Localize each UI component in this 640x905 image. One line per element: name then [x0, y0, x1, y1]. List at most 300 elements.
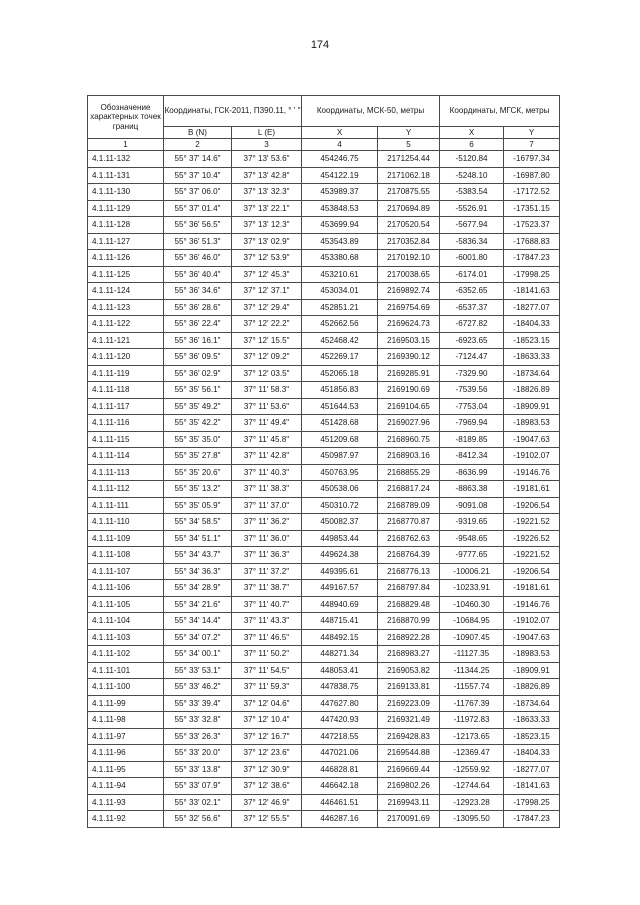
table-row [88, 266, 560, 283]
cell-mgsk-y: -17998.25 [504, 794, 560, 811]
header-msk-coordinates: Координаты, МСК-50, метры [302, 96, 440, 127]
cell-msk-x: 452851.21 [302, 299, 378, 316]
cell-mgsk-y: -19221.52 [504, 547, 560, 564]
cell-msk-y: 2170694.89 [378, 200, 440, 217]
cell-longitude-l: 37° 12' 29.4" [232, 299, 302, 316]
cell-latitude-b: 55° 36' 40.4" [164, 266, 232, 283]
cell-mgsk-y: -19221.52 [504, 514, 560, 531]
cell-point-id: 4.1.11-98 [88, 712, 164, 729]
cell-mgsk-x: -5526.91 [440, 200, 504, 217]
cell-msk-x: 449624.38 [302, 547, 378, 564]
cell-longitude-l: 37° 11' 38.3" [232, 481, 302, 498]
cell-latitude-b: 55° 35' 35.0" [164, 431, 232, 448]
cell-msk-y: 2169223.09 [378, 695, 440, 712]
cell-point-id: 4.1.11-96 [88, 745, 164, 762]
cell-point-id: 4.1.11-102 [88, 646, 164, 663]
cell-msk-x: 453543.89 [302, 233, 378, 250]
cell-mgsk-x: -5677.94 [440, 217, 504, 234]
header-gsk-coordinates: Координаты, ГСК-2011, П390.11, ° ' " [164, 96, 302, 127]
cell-longitude-l: 37° 12' 46.9" [232, 794, 302, 811]
cell-longitude-l: 37° 13' 02.9" [232, 233, 302, 250]
cell-longitude-l: 37° 12' 38.6" [232, 778, 302, 795]
cell-msk-x: 453034.01 [302, 283, 378, 300]
cell-point-id: 4.1.11-93 [88, 794, 164, 811]
cell-latitude-b: 55° 34' 00.1" [164, 646, 232, 663]
cell-msk-y: 2170038.65 [378, 266, 440, 283]
cell-msk-x: 447838.75 [302, 679, 378, 696]
cell-mgsk-y: -19047.63 [504, 431, 560, 448]
cell-latitude-b: 55° 36' 46.0" [164, 250, 232, 267]
cell-mgsk-y: -18141.63 [504, 778, 560, 795]
cell-longitude-l: 37° 11' 50.2" [232, 646, 302, 663]
cell-mgsk-y: -18523.15 [504, 332, 560, 349]
cell-msk-y: 2170091.69 [378, 811, 440, 828]
cell-mgsk-y: -18734.64 [504, 365, 560, 382]
cell-latitude-b: 55° 36' 09.5" [164, 349, 232, 366]
cell-longitude-l: 37° 12' 23.6" [232, 745, 302, 762]
cell-mgsk-y: -18277.07 [504, 299, 560, 316]
cell-mgsk-x: -5120.84 [440, 151, 504, 168]
cell-longitude-l: 37° 11' 36.2" [232, 514, 302, 531]
cell-mgsk-x: -8412.34 [440, 448, 504, 465]
cell-msk-y: 2171254.44 [378, 151, 440, 168]
cell-latitude-b: 55° 33' 20.0" [164, 745, 232, 762]
cell-longitude-l: 37° 12' 03.5" [232, 365, 302, 382]
table-row [88, 250, 560, 267]
cell-mgsk-x: -8189.85 [440, 431, 504, 448]
cell-msk-y: 2169321.49 [378, 712, 440, 729]
cell-latitude-b: 55° 36' 02.9" [164, 365, 232, 382]
table-row [88, 349, 560, 366]
cell-mgsk-x: -11127.35 [440, 646, 504, 663]
cell-msk-x: 450082.37 [302, 514, 378, 531]
cell-msk-x: 454246.75 [302, 151, 378, 168]
cell-mgsk-x: -9091.08 [440, 497, 504, 514]
cell-point-id: 4.1.11-108 [88, 547, 164, 564]
table-row [88, 200, 560, 217]
cell-msk-x: 452269.17 [302, 349, 378, 366]
subheader-l: L (E) [232, 127, 302, 139]
table-row [88, 547, 560, 564]
column-number: 7 [504, 139, 560, 151]
cell-mgsk-y: -19146.76 [504, 596, 560, 613]
cell-mgsk-y: -18734.64 [504, 695, 560, 712]
cell-point-id: 4.1.11-115 [88, 431, 164, 448]
cell-msk-x: 448492.15 [302, 629, 378, 646]
table-row [88, 332, 560, 349]
cell-msk-y: 2169754.69 [378, 299, 440, 316]
cell-point-id: 4.1.11-103 [88, 629, 164, 646]
cell-mgsk-y: -19226.52 [504, 530, 560, 547]
table-row [88, 283, 560, 300]
cell-msk-x: 452662.56 [302, 316, 378, 333]
cell-point-id: 4.1.11-124 [88, 283, 164, 300]
cell-point-id: 4.1.11-99 [88, 695, 164, 712]
cell-point-id: 4.1.11-100 [88, 679, 164, 696]
cell-latitude-b: 55° 36' 28.6" [164, 299, 232, 316]
cell-point-id: 4.1.11-104 [88, 613, 164, 630]
cell-msk-x: 453380.68 [302, 250, 378, 267]
cell-mgsk-x: -7969.94 [440, 415, 504, 432]
cell-latitude-b: 55° 35' 20.6" [164, 464, 232, 481]
table-row [88, 596, 560, 613]
cell-msk-y: 2169503.15 [378, 332, 440, 349]
cell-point-id: 4.1.11-120 [88, 349, 164, 366]
cell-mgsk-x: -12923.28 [440, 794, 504, 811]
cell-point-id: 4.1.11-126 [88, 250, 164, 267]
cell-longitude-l: 37° 11' 46.5" [232, 629, 302, 646]
cell-longitude-l: 37° 11' 45.8" [232, 431, 302, 448]
cell-mgsk-y: -17523.37 [504, 217, 560, 234]
cell-point-id: 4.1.11-97 [88, 728, 164, 745]
cell-longitude-l: 37° 13' 53.6" [232, 151, 302, 168]
cell-point-id: 4.1.11-105 [88, 596, 164, 613]
column-number: 6 [440, 139, 504, 151]
cell-mgsk-x: -5836.34 [440, 233, 504, 250]
cell-mgsk-x: -10233.91 [440, 580, 504, 597]
table-row [88, 580, 560, 597]
subheader-msk-x: X [302, 127, 378, 139]
cell-mgsk-y: -18404.33 [504, 316, 560, 333]
cell-msk-y: 2168770.87 [378, 514, 440, 531]
cell-latitude-b: 55° 32' 56.6" [164, 811, 232, 828]
cell-msk-x: 446461.51 [302, 794, 378, 811]
cell-mgsk-y: -18983.53 [504, 646, 560, 663]
cell-mgsk-y: -17688.83 [504, 233, 560, 250]
cell-longitude-l: 37° 11' 36.0" [232, 530, 302, 547]
cell-longitude-l: 37° 11' 38.7" [232, 580, 302, 597]
cell-longitude-l: 37° 12' 55.5" [232, 811, 302, 828]
cell-mgsk-y: -18909.91 [504, 398, 560, 415]
cell-msk-y: 2168960.75 [378, 431, 440, 448]
cell-msk-y: 2169133.81 [378, 679, 440, 696]
subheader-msk-y: Y [378, 127, 440, 139]
cell-point-id: 4.1.11-101 [88, 662, 164, 679]
cell-msk-x: 451856.83 [302, 382, 378, 399]
cell-latitude-b: 55° 36' 34.6" [164, 283, 232, 300]
cell-longitude-l: 37° 12' 04.6" [232, 695, 302, 712]
column-number: 5 [378, 139, 440, 151]
cell-longitude-l: 37° 11' 40.3" [232, 464, 302, 481]
cell-point-id: 4.1.11-114 [88, 448, 164, 465]
cell-longitude-l: 37° 11' 53.6" [232, 398, 302, 415]
cell-msk-x: 454122.19 [302, 167, 378, 184]
cell-latitude-b: 55° 33' 46.2" [164, 679, 232, 696]
cell-msk-x: 449395.61 [302, 563, 378, 580]
cell-longitude-l: 37° 11' 40.7" [232, 596, 302, 613]
cell-point-id: 4.1.11-127 [88, 233, 164, 250]
table-row [88, 695, 560, 712]
column-number: 4 [302, 139, 378, 151]
cell-latitude-b: 55° 35' 49.2" [164, 398, 232, 415]
cell-msk-x: 447627.80 [302, 695, 378, 712]
cell-longitude-l: 37° 12' 30.9" [232, 761, 302, 778]
column-number: 1 [88, 139, 164, 151]
cell-msk-y: 2168762.63 [378, 530, 440, 547]
cell-msk-x: 453699.94 [302, 217, 378, 234]
cell-msk-y: 2170352.84 [378, 233, 440, 250]
cell-msk-y: 2168855.29 [378, 464, 440, 481]
table-row [88, 299, 560, 316]
table-row [88, 365, 560, 382]
cell-msk-y: 2170875.55 [378, 184, 440, 201]
cell-msk-y: 2169624.73 [378, 316, 440, 333]
cell-msk-x: 450538.06 [302, 481, 378, 498]
cell-point-id: 4.1.11-106 [88, 580, 164, 597]
cell-msk-y: 2168797.84 [378, 580, 440, 597]
cell-point-id: 4.1.11-94 [88, 778, 164, 795]
cell-mgsk-x: -6352.65 [440, 283, 504, 300]
table-row [88, 217, 560, 234]
cell-msk-x: 451209.68 [302, 431, 378, 448]
cell-mgsk-x: -12559.92 [440, 761, 504, 778]
cell-mgsk-y: -18909.91 [504, 662, 560, 679]
cell-mgsk-y: -19181.61 [504, 481, 560, 498]
cell-msk-y: 2168776.13 [378, 563, 440, 580]
cell-mgsk-x: -7753.04 [440, 398, 504, 415]
cell-mgsk-x: -10006.21 [440, 563, 504, 580]
cell-mgsk-x: -12369.47 [440, 745, 504, 762]
cell-latitude-b: 55° 33' 07.9" [164, 778, 232, 795]
cell-longitude-l: 37° 12' 37.1" [232, 283, 302, 300]
cell-mgsk-y: -17998.25 [504, 266, 560, 283]
cell-mgsk-x: -12744.64 [440, 778, 504, 795]
cell-msk-y: 2168829.48 [378, 596, 440, 613]
cell-latitude-b: 55° 34' 28.9" [164, 580, 232, 597]
cell-longitude-l: 37° 11' 36.3" [232, 547, 302, 564]
table-body [88, 151, 560, 828]
cell-latitude-b: 55° 33' 39.4" [164, 695, 232, 712]
header-mgsk-coordinates: Координаты, МГСК, метры [440, 96, 560, 127]
cell-msk-x: 453848.53 [302, 200, 378, 217]
cell-mgsk-y: -18523.15 [504, 728, 560, 745]
cell-msk-y: 2168903.16 [378, 448, 440, 465]
cell-point-id: 4.1.11-92 [88, 811, 164, 828]
cell-latitude-b: 55° 37' 01.4" [164, 200, 232, 217]
cell-latitude-b: 55° 35' 13.2" [164, 481, 232, 498]
cell-longitude-l: 37° 12' 10.4" [232, 712, 302, 729]
page-number: 174 [310, 39, 330, 51]
cell-mgsk-y: -19206.54 [504, 497, 560, 514]
cell-latitude-b: 55° 33' 53.1" [164, 662, 232, 679]
cell-latitude-b: 55° 33' 32.8" [164, 712, 232, 729]
table-row [88, 184, 560, 201]
cell-mgsk-x: -10907.45 [440, 629, 504, 646]
cell-point-id: 4.1.11-113 [88, 464, 164, 481]
cell-latitude-b: 55° 34' 07.2" [164, 629, 232, 646]
cell-mgsk-y: -18277.07 [504, 761, 560, 778]
cell-mgsk-x: -5248.10 [440, 167, 504, 184]
cell-longitude-l: 37° 13' 12.3" [232, 217, 302, 234]
table-row [88, 514, 560, 531]
cell-mgsk-y: -18141.63 [504, 283, 560, 300]
cell-msk-y: 2169390.12 [378, 349, 440, 366]
table-row [88, 811, 560, 828]
cell-mgsk-x: -9777.65 [440, 547, 504, 564]
cell-latitude-b: 55° 37' 06.0" [164, 184, 232, 201]
cell-mgsk-x: -9319.65 [440, 514, 504, 531]
cell-msk-y: 2169190.69 [378, 382, 440, 399]
table-row [88, 167, 560, 184]
cell-latitude-b: 55° 35' 05.9" [164, 497, 232, 514]
cell-mgsk-x: -11557.74 [440, 679, 504, 696]
table-row [88, 530, 560, 547]
cell-mgsk-y: -19102.07 [504, 613, 560, 630]
table-row [88, 563, 560, 580]
table-row [88, 398, 560, 415]
cell-longitude-l: 37° 11' 37.0" [232, 497, 302, 514]
cell-longitude-l: 37° 11' 59.3" [232, 679, 302, 696]
table-row [88, 431, 560, 448]
cell-mgsk-y: -19181.61 [504, 580, 560, 597]
table-row [88, 613, 560, 630]
cell-mgsk-x: -9548.65 [440, 530, 504, 547]
cell-mgsk-x: -6727.82 [440, 316, 504, 333]
cell-latitude-b: 55° 34' 21.6" [164, 596, 232, 613]
cell-point-id: 4.1.11-110 [88, 514, 164, 531]
cell-msk-y: 2169285.91 [378, 365, 440, 382]
cell-latitude-b: 55° 36' 56.5" [164, 217, 232, 234]
cell-mgsk-y: -18404.33 [504, 745, 560, 762]
table-row [88, 233, 560, 250]
cell-longitude-l: 37° 12' 22.2" [232, 316, 302, 333]
cell-msk-y: 2169669.44 [378, 761, 440, 778]
table-row [88, 778, 560, 795]
cell-latitude-b: 55° 34' 51.1" [164, 530, 232, 547]
cell-msk-y: 2169053.82 [378, 662, 440, 679]
cell-msk-x: 447218.55 [302, 728, 378, 745]
cell-mgsk-x: -6174.01 [440, 266, 504, 283]
cell-mgsk-x: -11767.39 [440, 695, 504, 712]
cell-point-id: 4.1.11-130 [88, 184, 164, 201]
cell-msk-x: 448940.69 [302, 596, 378, 613]
cell-mgsk-x: -13095.50 [440, 811, 504, 828]
cell-msk-y: 2168922.28 [378, 629, 440, 646]
cell-mgsk-y: -18633.33 [504, 349, 560, 366]
cell-msk-y: 2169428.83 [378, 728, 440, 745]
cell-mgsk-x: -10684.95 [440, 613, 504, 630]
cell-latitude-b: 55° 36' 16.1" [164, 332, 232, 349]
cell-msk-x: 446287.16 [302, 811, 378, 828]
cell-point-id: 4.1.11-122 [88, 316, 164, 333]
cell-point-id: 4.1.11-125 [88, 266, 164, 283]
table-row [88, 679, 560, 696]
cell-mgsk-y: -17351.15 [504, 200, 560, 217]
cell-longitude-l: 37° 13' 22.1" [232, 200, 302, 217]
cell-longitude-l: 37° 12' 16.7" [232, 728, 302, 745]
cell-latitude-b: 55° 34' 43.7" [164, 547, 232, 564]
cell-msk-y: 2169027.96 [378, 415, 440, 432]
cell-point-id: 4.1.11-107 [88, 563, 164, 580]
cell-point-id: 4.1.11-129 [88, 200, 164, 217]
cell-mgsk-x: -7329.90 [440, 365, 504, 382]
cell-msk-x: 451644.53 [302, 398, 378, 415]
cell-msk-y: 2168983.27 [378, 646, 440, 663]
cell-latitude-b: 55° 34' 36.3" [164, 563, 232, 580]
cell-point-id: 4.1.11-112 [88, 481, 164, 498]
cell-mgsk-y: -18826.89 [504, 679, 560, 696]
cell-mgsk-x: -8636.99 [440, 464, 504, 481]
cell-msk-y: 2168764.39 [378, 547, 440, 564]
cell-msk-x: 449853.44 [302, 530, 378, 547]
subheader-mgsk-x: X [440, 127, 504, 139]
cell-latitude-b: 55° 37' 14.6" [164, 151, 232, 168]
cell-longitude-l: 37° 13' 42.8" [232, 167, 302, 184]
cell-mgsk-x: -11344.25 [440, 662, 504, 679]
cell-msk-x: 447420.93 [302, 712, 378, 729]
cell-msk-x: 449167.57 [302, 580, 378, 597]
cell-mgsk-y: -18826.89 [504, 382, 560, 399]
table-row [88, 382, 560, 399]
table-row [88, 662, 560, 679]
cell-msk-x: 450310.72 [302, 497, 378, 514]
cell-mgsk-x: -6923.65 [440, 332, 504, 349]
cell-msk-y: 2169802.26 [378, 778, 440, 795]
cell-mgsk-y: -17172.52 [504, 184, 560, 201]
table-row [88, 316, 560, 333]
cell-latitude-b: 55° 33' 02.1" [164, 794, 232, 811]
cell-msk-y: 2169943.11 [378, 794, 440, 811]
cell-msk-x: 450763.95 [302, 464, 378, 481]
cell-msk-x: 448715.41 [302, 613, 378, 630]
table-row [88, 646, 560, 663]
cell-msk-y: 2169544.88 [378, 745, 440, 762]
column-number: 2 [164, 139, 232, 151]
cell-msk-x: 451428.68 [302, 415, 378, 432]
cell-latitude-b: 55° 36' 22.4" [164, 316, 232, 333]
table-row [88, 745, 560, 762]
cell-mgsk-x: -5383.54 [440, 184, 504, 201]
cell-msk-y: 2170192.10 [378, 250, 440, 267]
cell-mgsk-x: -11972.83 [440, 712, 504, 729]
cell-mgsk-y: -16987.80 [504, 167, 560, 184]
cell-point-id: 4.1.11-118 [88, 382, 164, 399]
cell-msk-x: 453210.61 [302, 266, 378, 283]
cell-mgsk-y: -19206.54 [504, 563, 560, 580]
coordinates-table [87, 95, 560, 828]
cell-msk-y: 2169104.65 [378, 398, 440, 415]
cell-latitude-b: 55° 33' 26.3" [164, 728, 232, 745]
subheader-mgsk-y: Y [504, 127, 560, 139]
table-row [88, 448, 560, 465]
cell-longitude-l: 37° 12' 15.5" [232, 332, 302, 349]
cell-point-id: 4.1.11-117 [88, 398, 164, 415]
cell-msk-x: 448053.41 [302, 662, 378, 679]
table-row [88, 629, 560, 646]
cell-latitude-b: 55° 37' 10.4" [164, 167, 232, 184]
cell-longitude-l: 37° 11' 37.2" [232, 563, 302, 580]
cell-latitude-b: 55° 33' 13.8" [164, 761, 232, 778]
cell-mgsk-x: -10460.30 [440, 596, 504, 613]
cell-longitude-l: 37° 11' 54.5" [232, 662, 302, 679]
cell-longitude-l: 37° 12' 53.9" [232, 250, 302, 267]
cell-point-id: 4.1.11-111 [88, 497, 164, 514]
cell-mgsk-y: -19047.63 [504, 629, 560, 646]
cell-mgsk-y: -17847.23 [504, 250, 560, 267]
cell-mgsk-x: -6001.80 [440, 250, 504, 267]
cell-msk-x: 448271.34 [302, 646, 378, 663]
cell-mgsk-y: -18633.33 [504, 712, 560, 729]
cell-longitude-l: 37° 13' 32.3" [232, 184, 302, 201]
cell-longitude-l: 37° 11' 49.4" [232, 415, 302, 432]
header-designation: Обозначение характерных точек границ [88, 96, 164, 139]
subheader-b: B (N) [164, 127, 232, 139]
cell-point-id: 4.1.11-132 [88, 151, 164, 168]
cell-mgsk-y: -18983.53 [504, 415, 560, 432]
table-row [88, 712, 560, 729]
cell-msk-x: 452065.18 [302, 365, 378, 382]
cell-msk-y: 2168817.24 [378, 481, 440, 498]
